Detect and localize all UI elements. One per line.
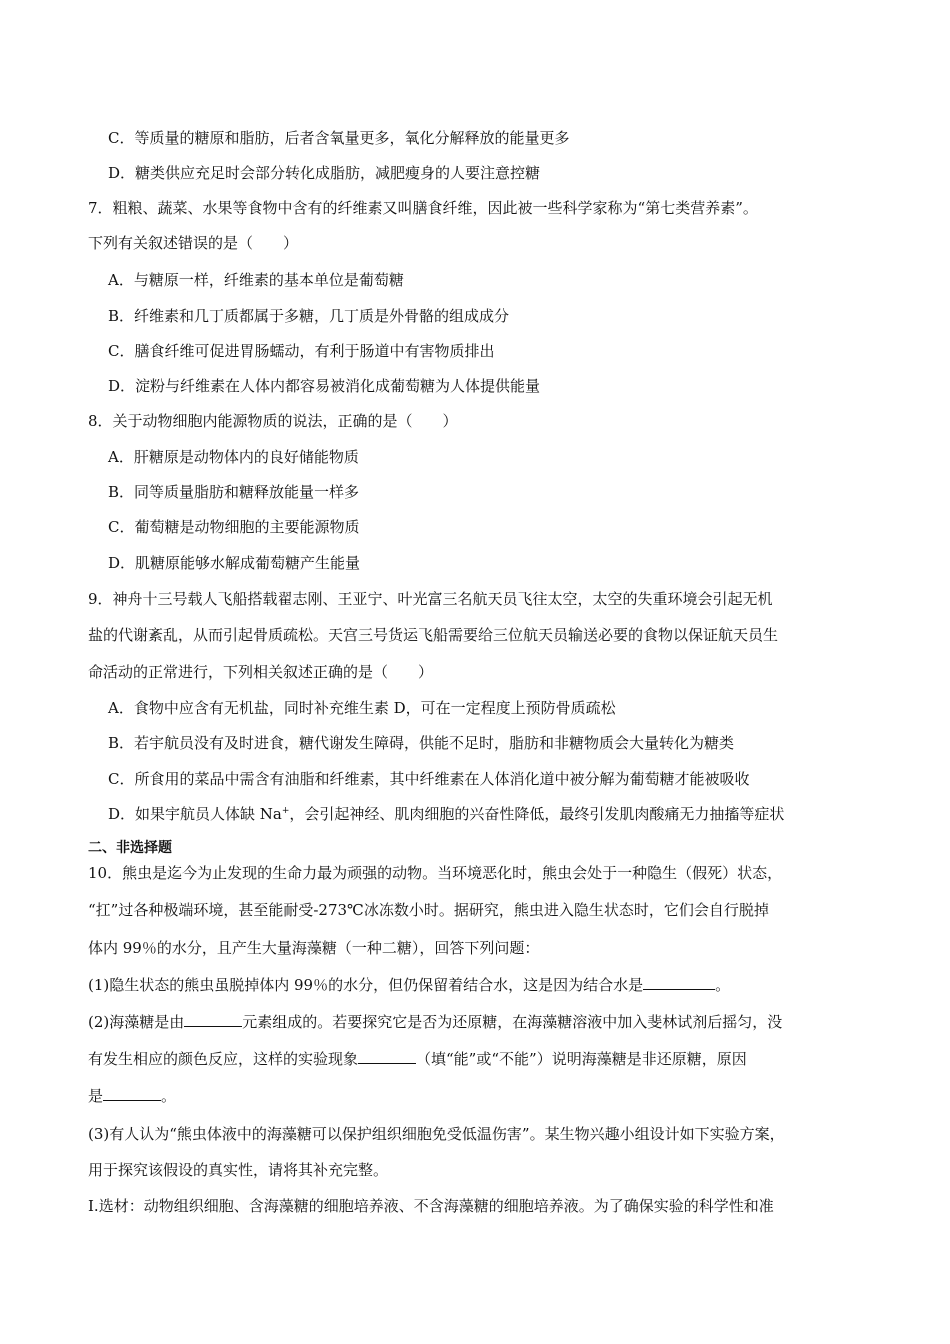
q10-part-2-line-1: [88, 1012, 868, 1032]
q9-stem-line-1: 9．神舟十三号载人飞船搭载翟志刚、王亚宁、叶光富三名航天员飞往太空，太空的失重环境会引起无机: [88, 590, 773, 608]
q10-part-1: [88, 975, 868, 995]
answer-blank[interactable]: [358, 1049, 416, 1064]
q10-part-2-line-3: [88, 1086, 868, 1106]
sodium-charge: +: [281, 806, 290, 816]
q7-stem-line-2: 下列有关叙述错误的是（ ）: [88, 234, 299, 252]
q9-option-b: B．若宇航员没有及时进食，糖代谢发生障碍，供能不足时，脂肪和非糖物质会大量转化为糖类: [108, 734, 735, 752]
answer-blank[interactable]: [643, 975, 715, 990]
q7-option-b: B．纤维素和几丁质都属于多糖，几丁质是外骨骼的组成成分: [108, 307, 510, 325]
q6-option-c: C．等质量的糖原和脂肪，后者含氧量更多，氧化分解释放的能量更多: [108, 129, 570, 147]
q10-part-3-line-3: I.选材：动物组织细胞、含海藻糖的细胞培养液、不含海藻糖的细胞培养液。为了确保实验的科学性和准: [88, 1197, 774, 1215]
answer-blank[interactable]: [184, 1012, 242, 1027]
q7-option-d: D．淀粉与纤维素在人体内都容易被消化成葡萄糖为人体提供能量: [108, 377, 541, 395]
q9-option-d-pre: D．如果宇航员人体缺 Na: [108, 805, 282, 823]
q8-stem: 8．关于动物细胞内能源物质的说法，正确的是（ ）: [88, 412, 458, 430]
q9-option-c: C．所食用的菜品中需含有油脂和纤维素，其中纤维素在人体消化道中被分解为葡萄糖才能被吸收: [108, 770, 750, 788]
q8-option-b: B．同等质量脂肪和糖释放能量一样多: [108, 483, 360, 501]
q9-option-d-post: ，会引起神经、肌肉细胞的兴奋性降低，最终引发肌肉酸痛无力抽搐等症状: [289, 805, 785, 823]
answer-blank[interactable]: [103, 1086, 161, 1101]
q10-part-2-text-e: 是: [88, 1087, 104, 1105]
q8-option-d: D．肌糖原能够水解成葡萄糖产生能量: [108, 554, 361, 572]
q10-part-2-text-f: 。: [161, 1087, 177, 1105]
q8-option-c: C．葡萄糖是动物细胞的主要能源物质: [108, 518, 360, 536]
q7-stem-line-1: 7．粗粮、蔬菜、水果等食物中含有的纤维素又叫膳食纤维，因此被一些科学家称为“第七类营养素”。: [88, 199, 758, 217]
q8-option-a: A．肝糖原是动物体内的良好储能物质: [108, 448, 359, 466]
q7-option-c: C．膳食纤维可促进胃肠蠕动，有利于肠道中有害物质排出: [108, 342, 495, 360]
q10-part-2-text-b: 元素组成的。若要探究它是否为还原糖，在海藻糖溶液中加入斐林试剂后摇匀，没: [242, 1013, 783, 1031]
q9-option-a: A．食物中应含有无机盐，同时补充维生素 D，可在一定程度上预防骨质疏松: [108, 699, 616, 717]
q7-option-a: A．与糖原一样，纤维素的基本单位是葡萄糖: [108, 271, 404, 289]
q10-part-1-end: 。: [715, 976, 731, 994]
q10-part-2-text-a: (2)海藻糖是由: [88, 1013, 185, 1031]
q10-part-2-line-2: [88, 1049, 868, 1069]
q10-part-2-text-c: 有发生相应的颜色反应，这样的实验现象: [88, 1050, 359, 1068]
q9-option-d: [108, 804, 888, 824]
q10-part-3-line-2: 用于探究该假设的真实性，请将其补充完整。: [88, 1161, 389, 1179]
q10-part-1-text: (1)隐生状态的熊虫虽脱掉体内 99％的水分，但仍保留着结合水，这是因为结合水是: [88, 976, 644, 994]
q10-part-2-text-d: （填“能”或“不能”）说明海藻糖是非还原糖，原因: [416, 1050, 747, 1068]
q10-part-3-line-1: (3)有人认为“熊虫体液中的海藻糖可以保护组织细胞免受低温伤害”。某生物兴趣小组设计如下实验方案，: [88, 1125, 785, 1143]
q6-option-d: D．糖类供应充足时会部分转化成脂肪，减肥瘦身的人要注意控糖: [108, 164, 541, 182]
q9-stem-line-2: 盐的代谢紊乱，从而引起骨质疏松。天宫三号货运飞船需要给三位航天员输送必要的食物以保证航天员生: [88, 626, 779, 644]
q10-stem-line-2: “扛”过各种极端环境，甚至能耐受-273℃冰冻数小时。据研究，熊虫进入隐生状态时，它们会自行脱掉: [88, 901, 769, 919]
section-heading: 二、非选择题: [88, 840, 172, 856]
q10-stem-line-1: 10．熊虫是迄今为止发现的生命力最为顽强的动物。当环境恶化时，熊虫会处于一种隐生（假死）状态，: [88, 864, 783, 882]
q9-stem-line-3: 命活动的正常进行，下列相关叙述正确的是（ ）: [88, 663, 434, 681]
q10-stem-line-3: 体内 99％的水分，且产生大量海藻糖（一种二糖），回答下列问题：: [88, 939, 540, 957]
